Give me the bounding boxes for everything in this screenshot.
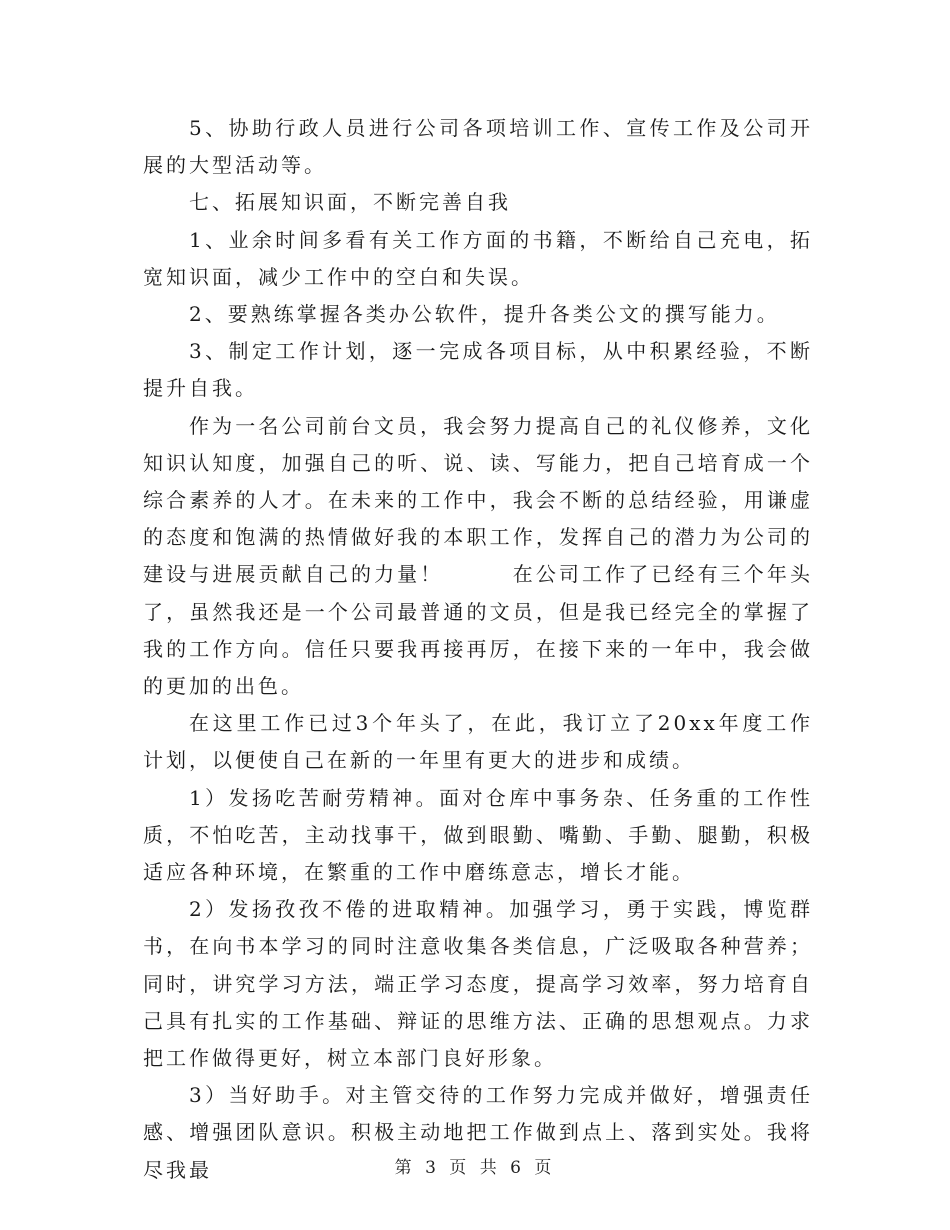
paragraph-item-2: 2、要熟练掌握各类办公软件，提升各类公文的撰写能力。 — [189, 302, 780, 327]
paragraph-point-1: 1）发扬吃苦耐劳精神。面对仓库中事务杂、任务重的工作性质，不怕吃苦，主动找事干，做到眼勤、嘴勤、手勤、腿勤，积极适应各种环境，在繁重的工作中磨练意志，增长才能。 — [143, 785, 813, 885]
paragraph-item-3: 3、制定工作计划，逐一完成各项目标，从中积累经验，不断提升自我。 — [143, 339, 813, 401]
paragraph-annual-plan-intro: 在这里工作已过3个年头了，在此，我订立了20xx年度工作计划，以便使自己在新的一年里有更大的进步和成绩。 — [143, 711, 813, 773]
section-heading-seven: 七、拓展知识面，不断完善自我 — [189, 190, 511, 215]
page-footer — [0, 1153, 950, 1178]
paragraph-point-3: 3）当好助手。对主管交待的工作努力完成并做好，增强责任感、增强团队意识。积极主动地把工作做到点上、落到实处。我将尽我最 — [143, 1083, 813, 1182]
paragraph-item-1: 1、业余时间多看有关工作方面的书籍，不断给自己充电，拓宽知识面，减少工作中的空白和失误。 — [143, 227, 813, 289]
paragraph-item-5: 5、协助行政人员进行公司各项培训工作、宣传工作及公司开展的大型活动等。 — [143, 116, 813, 178]
paragraph-point-2: 2）发扬孜孜不倦的进取精神。加强学习，勇于实践，博览群书，在向书本学习的同时注意收集各类信息，广泛吸取各种营养；同时，讲究学习方法，端正学习态度，提高学习效率，努力培育自己具有扎实的工作基础、辩证的思维方法、正确的思想观点。力求把工作做得更好，树立本部门良好形象。 — [143, 897, 813, 1071]
page-number-label: 第 3 页 共 6 页 — [394, 1158, 556, 1178]
document-body — [143, 110, 813, 1189]
paragraph-reception-clerk: 作为一名公司前台文员，我会努力提高自己的礼仪修养，文化知识认知度，加强自己的听、说、读、写能力，把自己培育成一个综合素养的人才。在未来的工作中，我会不断的总结经验，用谦虚的态度和饱满的热情做好我的本职工作，发挥自己的潜力为公司的建设与进展贡献自己的力量！ 在公司工作了已经有三个年头了，虽然我还是一个公司最普通的文员，但是我已经完全的掌握了我的工作方向。信任只要我再接再厉，在接下来的一年中，我会做的更加的出色。 — [143, 413, 813, 699]
